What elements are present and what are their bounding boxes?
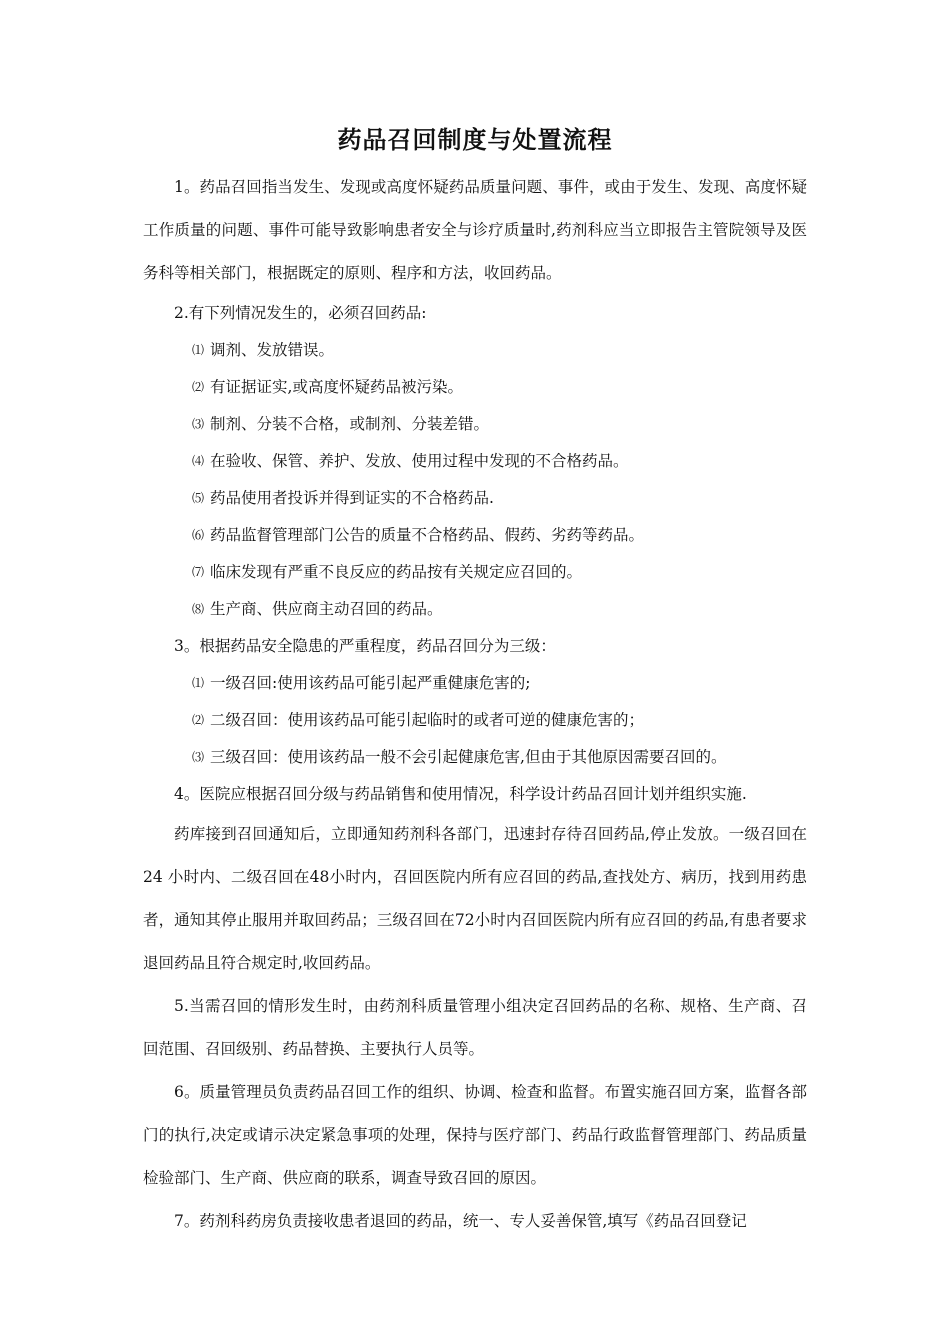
- list-item: [143, 406, 807, 443]
- list-item: [143, 665, 807, 702]
- item-text: 有证据证实,或高度怀疑药品被污染。: [210, 378, 463, 396]
- item-text: 临床发现有严重不良反应的药品按有关规定应召回的。: [210, 563, 583, 581]
- paragraph-4-detail: 药库接到召回通知后，立即通知药剂科各部门，迅速封存待召回药品,停止发放。一级召回在24 小时内、二级召回在48小时内，召回医院内所有应召回的药品,查找处方、病历，找到用药患者，通知其停止服用并取回药品；三级召回在72小时内召回医院内所有应召回的药品,有患者要求退回药品且符合规定时,收回药品。: [143, 825, 807, 972]
- item-number: ⑶: [192, 417, 205, 431]
- paragraph-2-heading: 2.有下列情况发生的，必须召回药品:: [174, 304, 427, 322]
- paragraph-1: 1。药品召回指当发生、发现或高度怀疑药品质量问题、事件，或由于发生、发现、高度怀疑工作质量的问题、事件可能导致影响患者安全与诊疗质量时,药剂科应当立即报告主管院领导及医务科等相关部门，根据既定的原则、程序和方法，收回药品。: [143, 178, 807, 282]
- item-text: 调剂、发放错误。: [210, 341, 335, 359]
- item-number: ⑺: [192, 565, 205, 579]
- list-item: [143, 739, 807, 776]
- list-item: [143, 443, 807, 480]
- item-number: ⑴: [192, 343, 205, 357]
- recall-conditions-list: [143, 332, 807, 628]
- item-number: ⑹: [192, 528, 205, 542]
- item-number: ⑶: [192, 750, 205, 764]
- item-number: ⑵: [192, 380, 205, 394]
- item-text: 药品使用者投诉并得到证实的不合格药品.: [210, 489, 494, 507]
- list-item: [143, 517, 807, 554]
- item-number: ⑴: [192, 676, 205, 690]
- paragraph-3-heading: 3。根据药品安全隐患的严重程度，药品召回分为三级：: [174, 637, 556, 655]
- item-text: 一级召回:使用该药品可能引起严重健康危害的;: [210, 674, 531, 692]
- paragraph-4: 4。医院应根据召回分级与药品销售和使用情况，科学设计药品召回计划并组织实施.: [174, 785, 747, 803]
- document-body: [143, 166, 807, 1243]
- item-number: ⑻: [192, 602, 205, 616]
- paragraph-7: 7。药剂科药房负责接收患者退回的药品，统一、专人妥善保管,填写《药品召回登记: [174, 1212, 747, 1230]
- list-item: [143, 480, 807, 517]
- list-item: [143, 369, 807, 406]
- list-item: [143, 332, 807, 369]
- recall-levels-list: [143, 665, 807, 776]
- list-item: [143, 554, 807, 591]
- item-text: 制剂、分装不合格，或制剂、分装差错。: [210, 415, 490, 433]
- list-item: [143, 702, 807, 739]
- item-number: ⑷: [192, 454, 205, 468]
- list-item: [143, 591, 807, 628]
- paragraph-5: 5.当需召回的情形发生时，由药剂科质量管理小组决定召回药品的名称、规格、生产商、召回范围、召回级别、药品替换、主要执行人员等。: [143, 997, 807, 1058]
- paragraph-6: 6。质量管理员负责药品召回工作的组织、协调、检查和监督。布置实施召回方案，监督各部门的执行,决定或请示决定紧急事项的处理，保持与医疗部门、药品行政监督管理部门、药品质量检验部门、生产商、供应商的联系，调查导致召回的原因。: [143, 1083, 807, 1187]
- item-text: 在验收、保管、养护、发放、使用过程中发现的不合格药品。: [210, 452, 629, 470]
- item-text: 二级召回：使用该药品可能引起临时的或者可逆的健康危害的；: [210, 711, 645, 729]
- document-title: 药品召回制度与处置流程: [337, 126, 613, 154]
- item-text: 三级召回：使用该药品一般不会引起健康危害,但由于其他原因需要召回的。: [210, 748, 727, 766]
- item-number: ⑸: [192, 491, 205, 505]
- item-number: ⑵: [192, 713, 205, 727]
- item-text: 药品监督管理部门公告的质量不合格药品、假药、劣药等药品。: [210, 526, 645, 544]
- item-text: 生产商、供应商主动召回的药品。: [210, 600, 443, 618]
